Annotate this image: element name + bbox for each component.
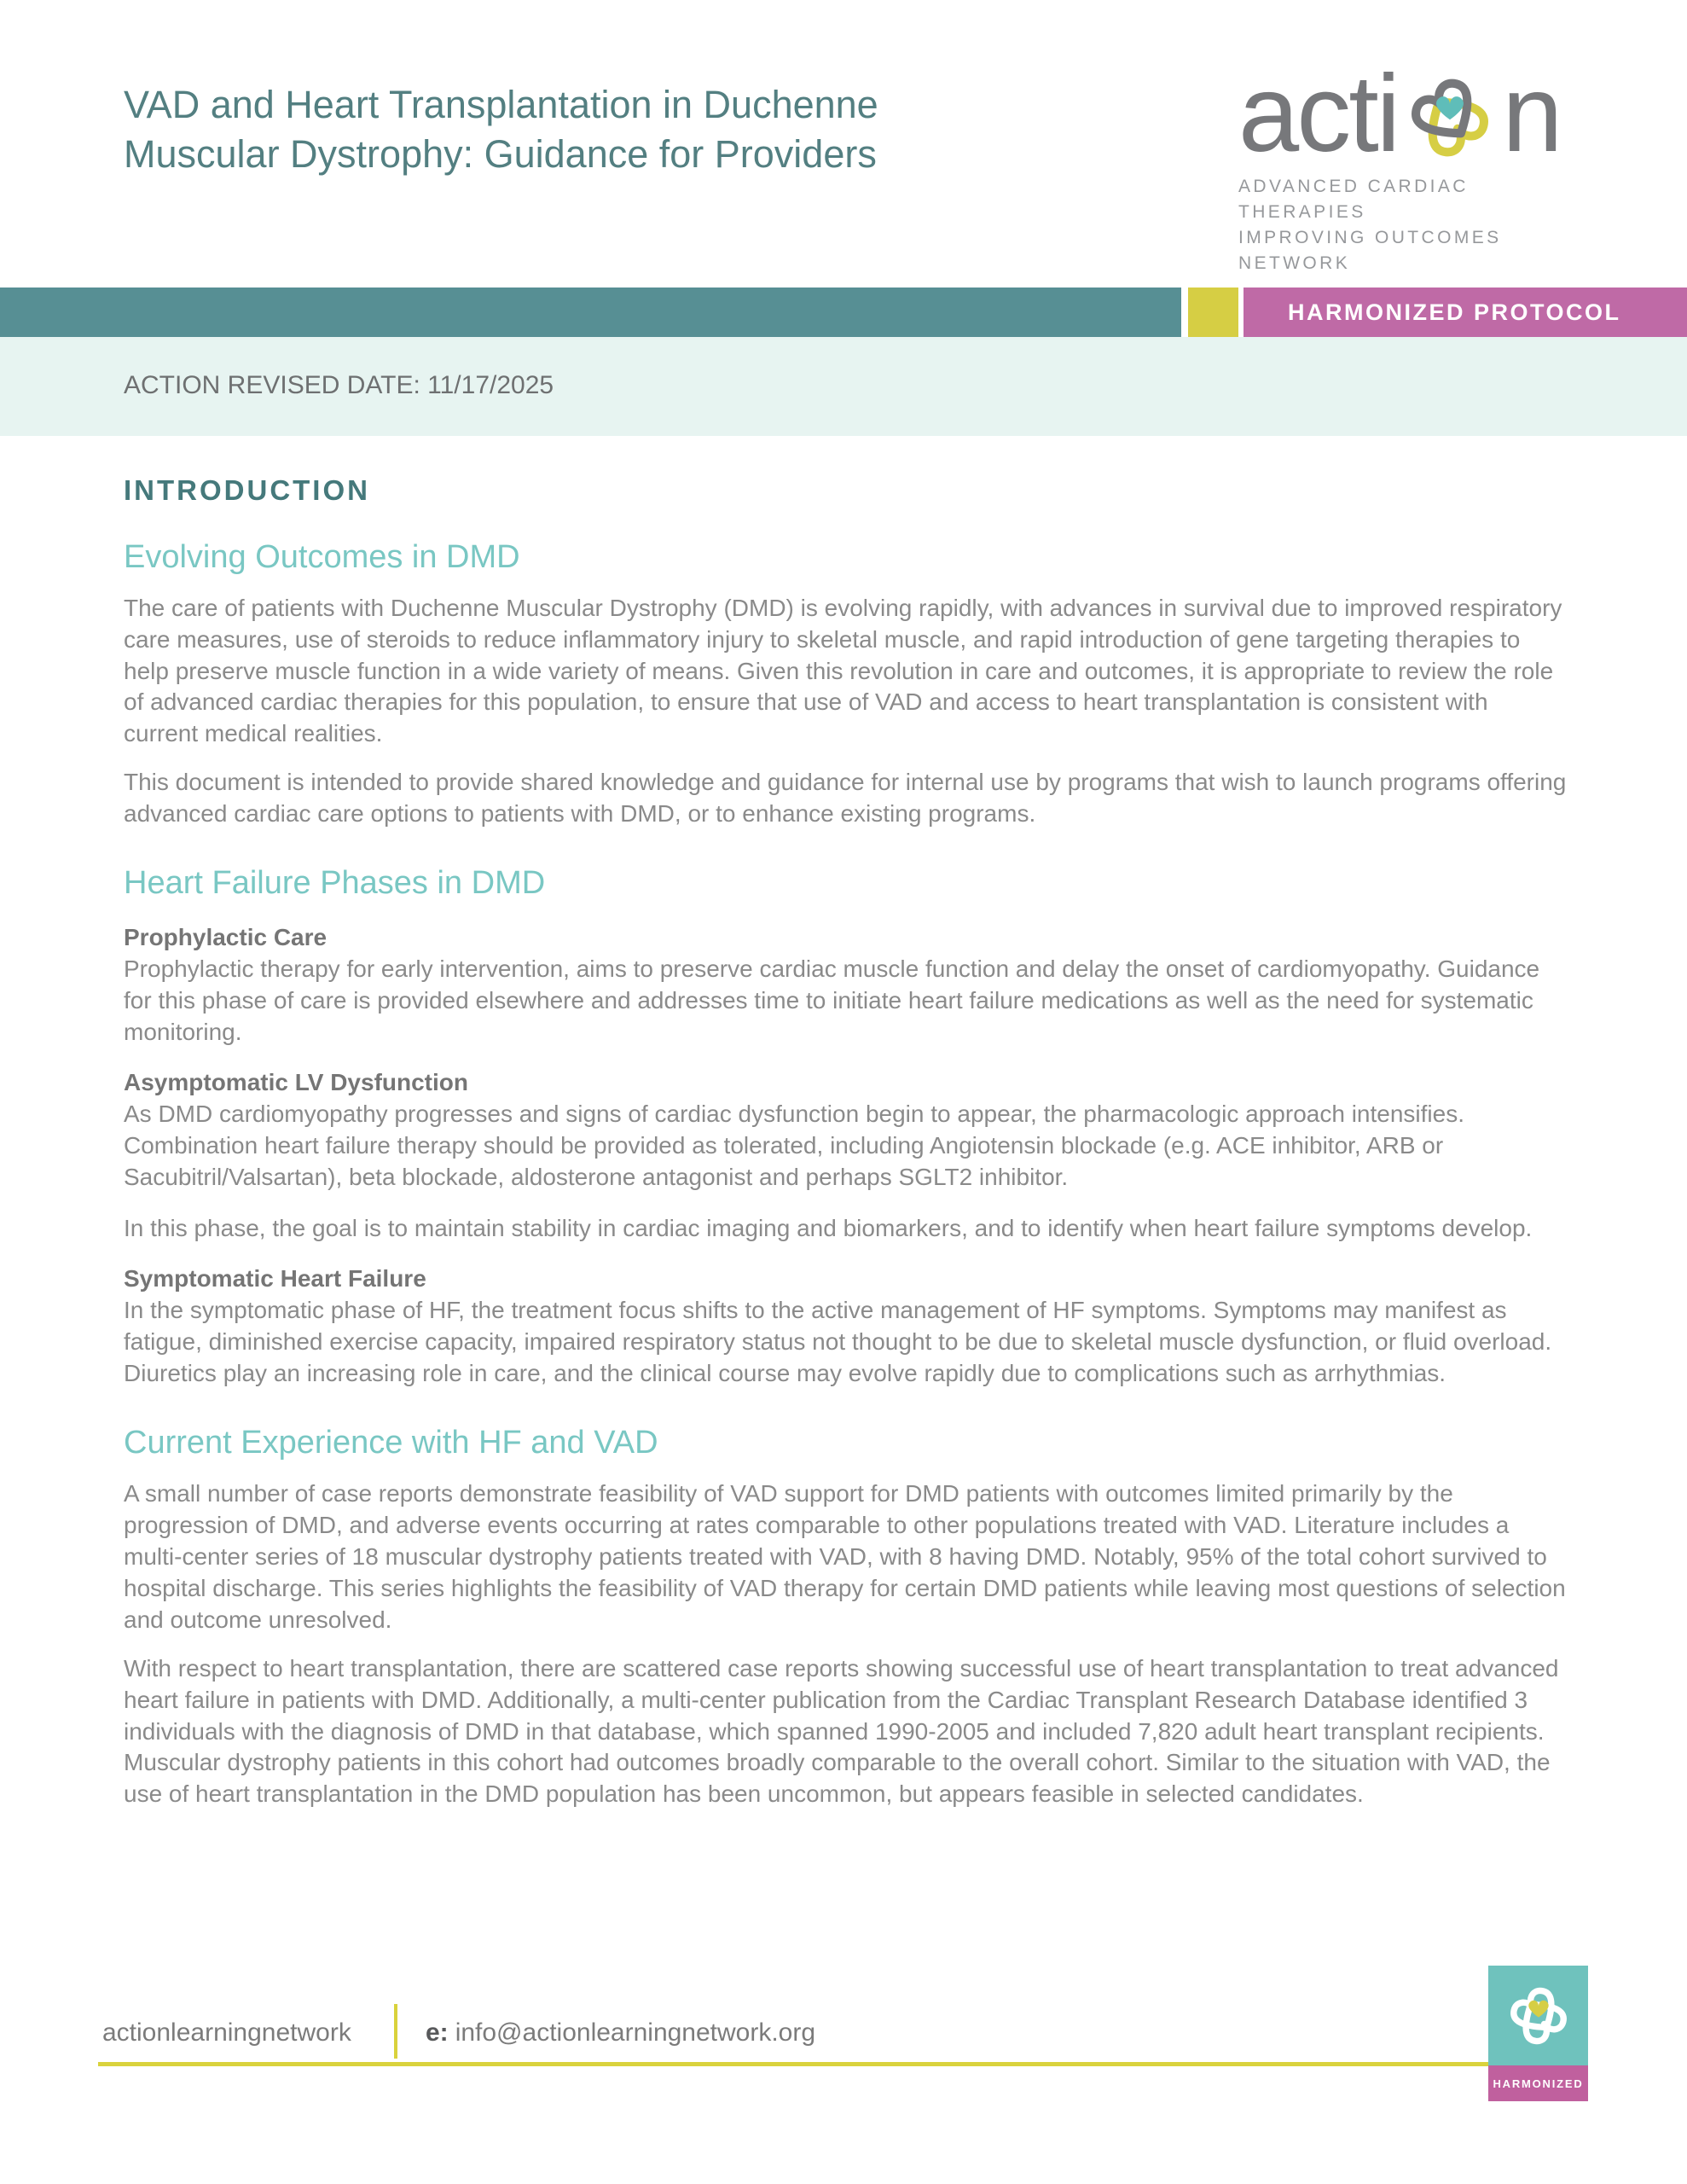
harmonized-protocol-label: HARMONIZED PROTOCOL	[1288, 299, 1621, 325]
subsection-asymptomatic-lv-dysfunction	[124, 1067, 1567, 1194]
subsection-prophylactic-care	[124, 922, 1567, 1048]
harmonized-badge-icon-area	[1488, 1966, 1588, 2065]
teal-banner-bar	[0, 288, 1181, 337]
logo-text-acti: acti	[1238, 53, 1399, 175]
paragraph: In the symptomatic phase of HF, the treatment focus shifts to the active management of HF symptoms. Symptoms may manifest as fatigue, diminished exercise capacity, impaired respiratory status not thought to be due to skeletal muscle dysfunction, or fluid overload. Diuretics play an increasing role in care, and the clinical course may evolve rapidly due to complications such as arrhythmias.	[124, 1297, 1552, 1387]
action-logo-word	[1238, 53, 1597, 175]
double-heart-icon	[1400, 70, 1500, 166]
logo-text-n: n	[1502, 53, 1561, 175]
revision-date-text: ACTION REVISED DATE: 11/17/2025	[124, 371, 554, 399]
intro-section-label: INTRODUCTION	[124, 474, 370, 506]
subsection-heading: Asymptomatic LV Dysfunction	[124, 1068, 468, 1095]
paragraph: In this phase, the goal is to maintain stability in cardiac imaging and biomarkers, and to identify when heart failure symptoms develop.	[124, 1215, 1533, 1242]
footer-site-name: actionlearningnetwork	[102, 2018, 351, 2047]
logo-tagline	[1238, 174, 1597, 276]
harmonized-protocol-banner	[1244, 288, 1687, 337]
footer-email-address: info@actionlearningnetwork.org	[455, 2018, 816, 2047]
subsection-symptomatic-heart-failure	[124, 1263, 1567, 1390]
section-heading-current-experience: Current Experience with HF and VAD	[124, 1425, 658, 1461]
footer-yellow-rule	[98, 2062, 1490, 2066]
logo-tagline-line1: ADVANCED CARDIAC THERAPIES	[1238, 177, 1469, 222]
paragraph: The care of patients with Duchenne Muscular Dystrophy (DMD) is evolving rapidly, with advances in survival due to improved respiratory care measures, use of steroids to reduce inflammatory injury to skeletal muscle, and rapid introduction of gene targeting therapies to help preserve muscle function in a wide variety of means. Given this revolution in care and outcomes, it is appropriate to review the role of advanced cardiac therapies for this population, to ensure that use of VAD and access to heart transplantation is consistent with current medical realities.	[124, 594, 1562, 747]
page-title-line1: VAD and Heart Transplantation in Duchenne	[124, 83, 878, 126]
yellow-accent-square	[1188, 288, 1238, 337]
paragraph: Prophylactic therapy for early intervention, aims to preserve cardiac muscle function and delay the onset of cardiomyopathy. Guidance for this phase of care is provided elsewhere and addresses time to initiate heart failure medications as well as the need for systematic monitoring.	[124, 955, 1540, 1045]
footer-vertical-divider	[394, 2004, 397, 2059]
paragraph: With respect to heart transplantation, there are scattered case reports showing successful use of heart transplantation to treat advanced heart failure in patients with DMD. Additionally, a multi-center publication from the Cardiac Transplant Research Database identified 3 individuals with the diagnosis of DMD in that database, which spanned 1990-2005 and included 7,820 adult heart transplant recipients. Muscular dystrophy patients in this cohort had outcomes broadly comparable to the overall cohort. Similar to the situation with VAD, the use of heart transplantation in the DMD population has been uncommon, but appears feasible in selected candidates.	[124, 1654, 1559, 1808]
paragraph: As DMD cardiomyopathy progresses and signs of cardiac dysfunction begin to appear, the pharmacologic approach intensifies. Combination heart failure therapy should be provided as tolerated, including Angiotensin blockade (e.g. ACE inhibitor, ARB or Sacubitril/Valsartan), beta blockade, aldosterone antagonist and perhaps SGLT2 inhibitor.	[124, 1100, 1464, 1190]
section-heading-evolving-outcomes: Evolving Outcomes in DMD	[124, 539, 520, 575]
document-body	[124, 461, 1567, 1827]
page-title	[124, 80, 1147, 179]
harmonized-badge-label-area	[1488, 2065, 1588, 2101]
footer-email	[426, 2018, 815, 2048]
paragraph: This document is intended to provide shared knowledge and guidance for internal use by programs that wish to launch programs offering advanced cardiac care options to patients with DMD, or to enhance existing programs.	[124, 769, 1567, 828]
logo-tagline-line2: IMPROVING OUTCOMES NETWORK	[1238, 228, 1502, 273]
action-logo	[1238, 55, 1597, 276]
harmonized-badge-label: HARMONIZED	[1493, 2077, 1584, 2090]
page-title-line2: Muscular Dystrophy: Guidance for Providers	[124, 132, 877, 176]
subsection-heading: Symptomatic Heart Failure	[124, 1265, 426, 1292]
footer-email-label: e:	[426, 2018, 449, 2047]
revision-date-band	[0, 337, 1687, 436]
paragraph: A small number of case reports demonstrate feasibility of VAD support for DMD patients with outcomes limited primarily by the progression of DMD, and adverse events occurring at rates comparable to other populations treated with VAD. Literature includes a multi-center series of 18 muscular dystrophy patients treated with VAD, with 8 having DMD. Notably, 95% of the total cohort survived to hospital discharge. This series highlights the feasibility of VAD therapy for certain DMD patients while leaving most questions of selection and outcome unresolved.	[124, 1479, 1566, 1633]
subsection-heading: Prophylactic Care	[124, 923, 328, 950]
double-heart-icon	[1502, 1981, 1575, 2051]
section-heading-heart-failure-phases: Heart Failure Phases in DMD	[124, 865, 546, 902]
harmonized-badge	[1488, 1966, 1588, 2101]
